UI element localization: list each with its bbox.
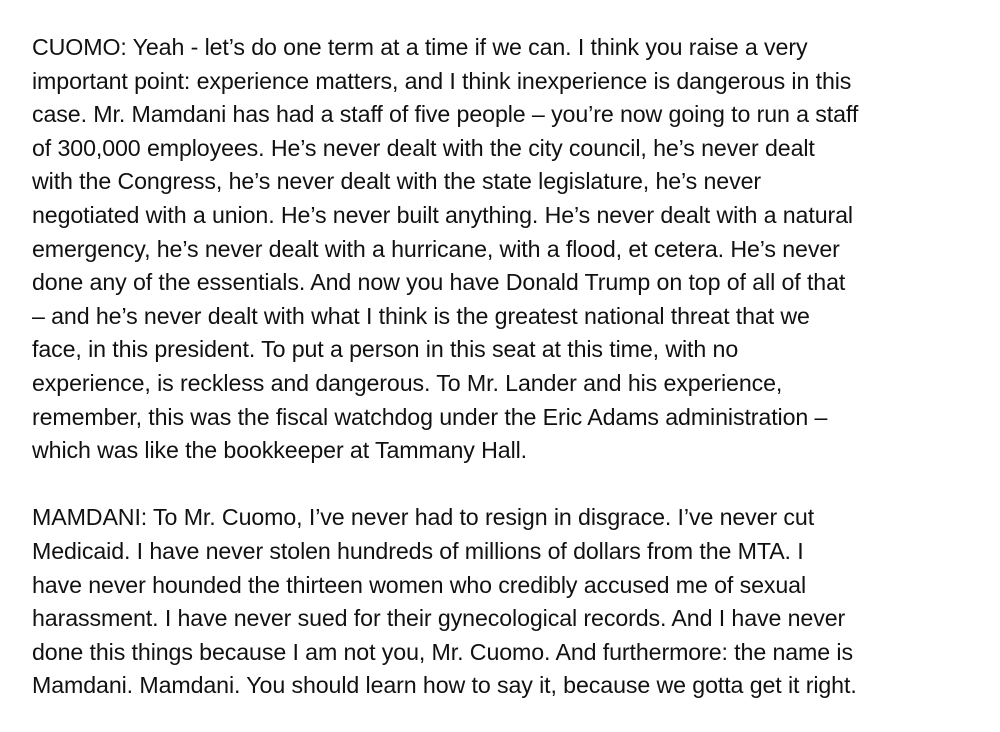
text-line: – and he’s never dealt with what I think is the greatest national threat that we: [32, 302, 810, 329]
text-line: done this things because I am not you, Mr. Cuomo. And furthermore: the name is: [32, 638, 853, 665]
text-line: important point: experience matters, and I think inexperience is dangerous in this: [32, 67, 852, 94]
text-line: face, in this president. To put a person in this seat at this time, with no: [32, 336, 739, 363]
text-line: case. Mr. Mamdani has had a staff of five people – you’re now going to run a staff: [32, 101, 859, 128]
text-line: emergency, he’s never dealt with a hurricane, with a flood, et cetera. He’s never: [32, 235, 840, 262]
text-line: CUOMO: Yeah - let’s do one term at a time if we can. I think you raise a very: [32, 34, 808, 60]
text-line: have never hounded the thirteen women who credibly accused me of sexual: [32, 571, 807, 598]
text-line: which was like the bookkeeper at Tammany Hall.: [32, 437, 528, 464]
text-line: negotiated with a union. He’s never built anything. He’s never dealt with a natural: [32, 201, 853, 228]
text-line: with the Congress, he’s never dealt with the state legislature, he’s never: [32, 168, 762, 195]
transcript-document: [32, 31, 977, 703]
text-line: experience, is reckless and dangerous. To Mr. Lander and his experience,: [32, 369, 783, 396]
text-line: Mamdani. Mamdani. You should learn how to say it, because we gotta get it right.: [32, 672, 857, 699]
text-line: done any of the essentials. And now you have Donald Trump on top of all of that: [32, 269, 846, 296]
cuomo-paragraph: [32, 31, 977, 468]
text-line: Medicaid. I have never stolen hundreds of millions of dollars from the MTA. I: [32, 537, 804, 564]
text-line: of 300,000 employees. He’s never dealt with the city council, he’s never dealt: [32, 134, 815, 161]
text-line: remember, this was the fiscal watchdog under the Eric Adams administration –: [32, 403, 828, 430]
mamdani-paragraph: [32, 501, 977, 703]
text-line: harassment. I have never sued for their gynecological records. And I have never: [32, 605, 846, 632]
text-line: MAMDANI: To Mr. Cuomo, I’ve never had to resign in disgrace. I’ve never cut: [32, 504, 815, 531]
